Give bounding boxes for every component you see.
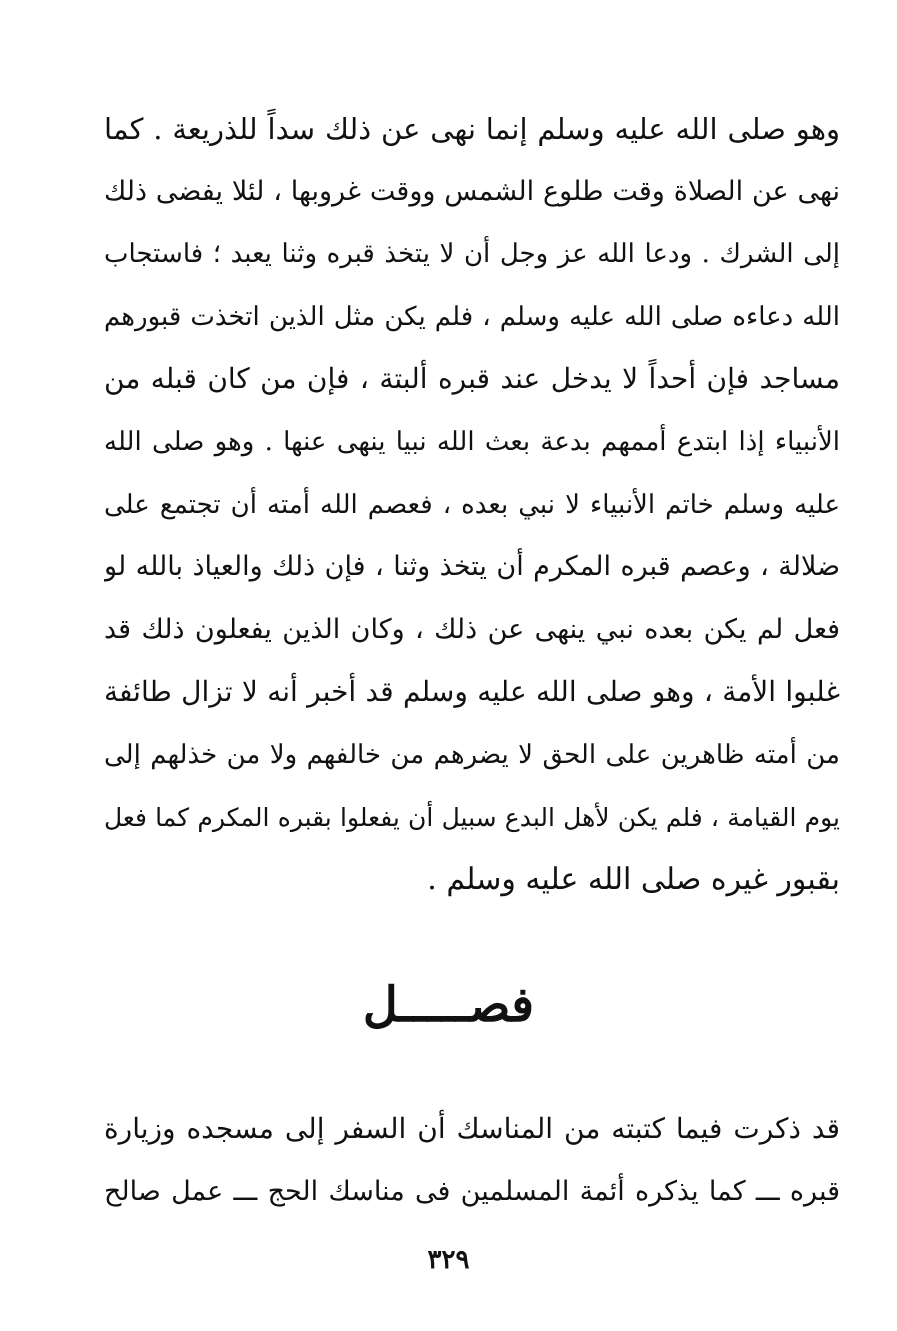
text-line: نهى عن الصلاة وقت طلوع الشمس ووقت غروبها ، لئلا يفضى ذلك — [104, 175, 840, 207]
text-line: عليه وسلم خاتم الأنبياء لا نبي بعده ، فعصم الله أمته أن تجتمع على — [104, 489, 840, 520]
text-line: قد ذكرت فيما كتبته من المناسك أن السفر إلى مسجده وزيارة — [104, 1112, 840, 1145]
text-line: الله دعاءه صلى الله عليه وسلم ، فلم يكن مثل الذين اتخذت قبورهم — [104, 301, 840, 332]
text-line: إلى الشرك . ودعا الله عز وجل أن لا يتخذ قبره وثنا يعبد ؛ فاستجاب — [104, 239, 840, 270]
text-line: يوم القيامة ، فلم يكن لأهل البدع سبيل أن يفعلوا بقبره المكرم كما فعل — [104, 802, 840, 832]
text-line: غلبوا الأمة ، وهو صلى الله عليه وسلم قد أخبر أنه لا تزال طائفة — [104, 675, 840, 709]
page-number: ٣٢٩ — [427, 1245, 470, 1275]
text-line: قبره ـــ كما يذكره أئمة المسلمين فى مناسك الحج ـــ عمل صالح — [104, 1175, 840, 1207]
text-line: فعل لم يكن بعده نبي ينهى عن ذلك ، وكان الذين يفعلون ذلك قد — [104, 613, 840, 645]
text-line: بقبور غيره صلى الله عليه وسلم . — [427, 862, 840, 898]
text-line: ضلالة ، وعصم قبره المكرم أن يتخذ وثنا ، فإن ذلك والعياذ بالله لو — [104, 551, 840, 583]
text-line: مساجد فإن أحداً لا يدخل عند قبره ألبتة ، فإن من كان قبله من — [104, 362, 840, 396]
paragraph-1 — [104, 98, 840, 912]
section-heading: فصـــــل — [362, 977, 535, 1033]
text-line: من أمته ظاهرين على الحق لا يضرهم من خالفهم ولا من خذلهم إلى — [104, 739, 840, 770]
text-line: الأنبياء إذا ابتدع أممهم بدعة بعث الله نبيا ينهى عنها . وهو صلى الله — [104, 426, 840, 457]
paragraph-2 — [104, 1098, 840, 1223]
text-line: وهو صلى الله عليه وسلم إنما نهى عن ذلك سداً للذريعة . كما — [104, 112, 840, 146]
